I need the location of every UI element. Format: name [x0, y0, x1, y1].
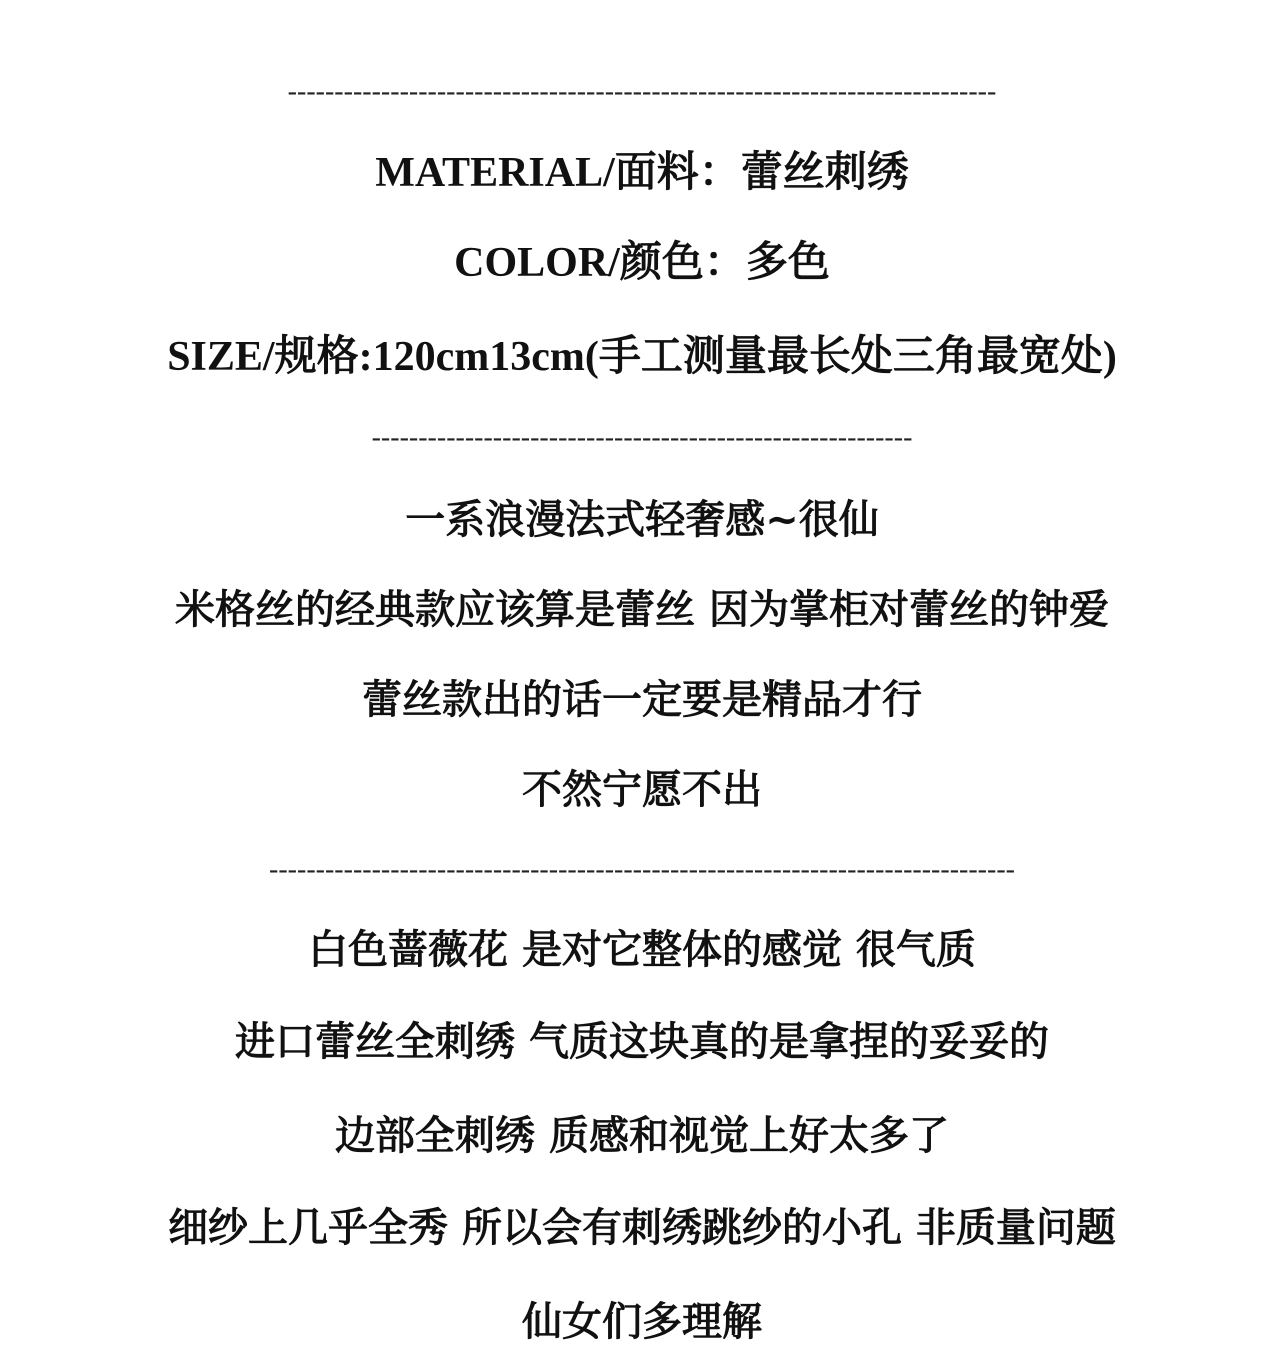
detail-line-2: 进口蕾丝全刺绣 气质这块真的是拿捏的妥妥的: [235, 1019, 1049, 1065]
detail-line-5: 仙女们多理解: [522, 1299, 762, 1345]
detail-line-4: 细纱上几乎全秀 所以会有刺绣跳纱的小孔 非质量问题: [168, 1205, 1116, 1251]
color-line: COLOR/颜色：多色: [454, 240, 830, 286]
intro-line-3: 蕾丝款出的话一定要是精品才行: [362, 677, 922, 723]
intro-line-2: 米格丝的经典款应该算是蕾丝 因为掌柜对蕾丝的钟爱: [175, 587, 1109, 633]
material-line: MATERIAL/面料：蕾丝刺绣: [375, 150, 909, 196]
detail-line-3: 边部全刺绣 质感和视觉上好太多了: [335, 1113, 949, 1159]
detail-line-1: 白色蔷薇花 是对它整体的感觉 很气质: [308, 927, 976, 973]
intro-line-1: 一系浪漫法式轻奢感~很仙: [405, 497, 879, 543]
size-line: SIZE/规格:120cm13cm(手工测量最长处三角最宽处): [167, 334, 1117, 380]
divider-middle: ----------------------------------------------------------: [371, 422, 913, 453]
divider-bottom: --------------------------------------------------------------------------------: [269, 854, 1015, 885]
intro-line-4: 不然宁愿不出: [522, 767, 762, 813]
divider-top: ----------------------------------------------------------------------------: [287, 76, 997, 107]
